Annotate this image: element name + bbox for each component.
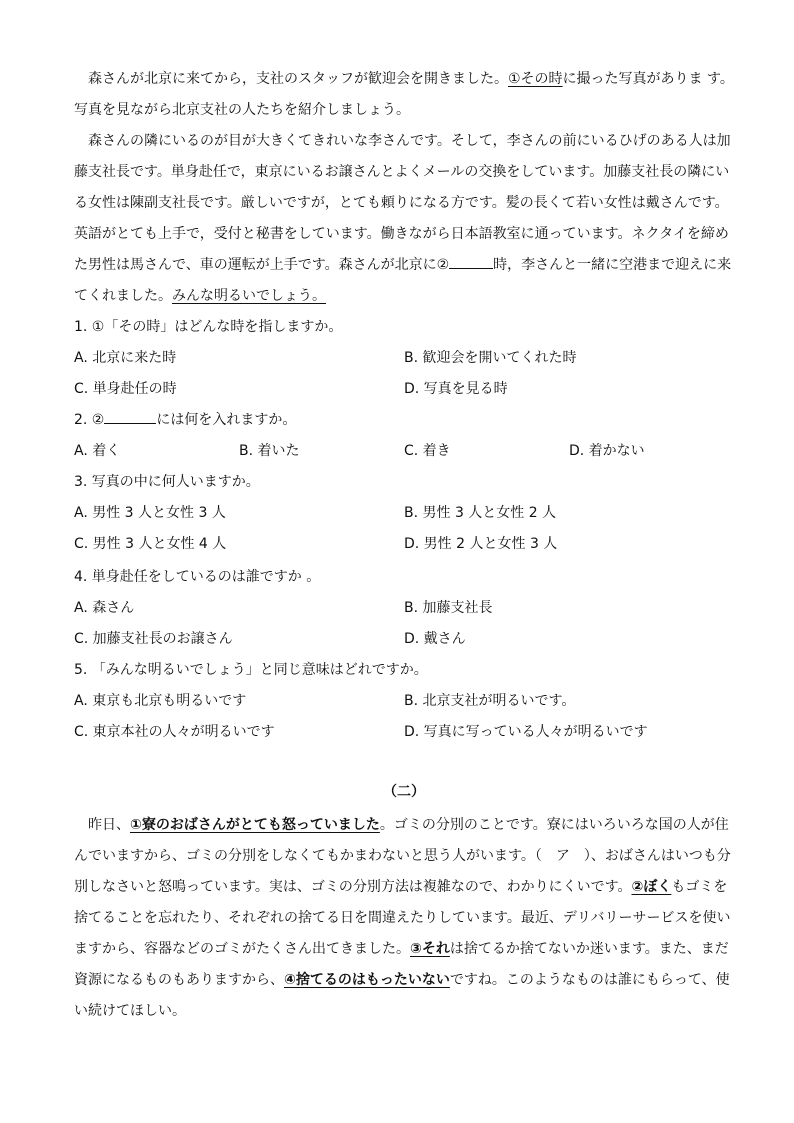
text: は捨てるか捨てないか迷います。また、まだ資源になるものもありますから、 (74, 941, 729, 988)
question-1-options-row-2 (74, 374, 734, 405)
option-c: C. 着き (404, 443, 451, 459)
option-a: A. 着く (74, 443, 121, 459)
text: 2. ② (74, 412, 105, 428)
question-1-options-row-1 (74, 343, 734, 374)
text: 昨日、 (88, 817, 130, 833)
option-c: C. 東京本社の人々が明るいです (74, 724, 275, 740)
document-page (74, 64, 734, 1027)
text: ですね。このようなものは誰にもらって、使い続けてほしい。 (74, 972, 730, 1019)
option-b: B. 北京支社が明るいです。 (404, 693, 576, 709)
option-b: B. 着いた (239, 443, 300, 459)
option-a: A. 北京に来た時 (74, 350, 177, 366)
question-3-options-row-1 (74, 498, 734, 529)
option-a: A. 東京も北京も明るいです (74, 693, 247, 709)
option-c: C. 単身赴任の時 (74, 381, 177, 397)
section-2-title: （二） (383, 784, 425, 800)
option-b: B. 男性 3 人と女性 2 人 (404, 505, 557, 521)
question-5-stem: 5. 「みんな明るいでしょう」と同じ意味はどれですか。 (74, 662, 428, 678)
text: 。ゴミの分別のことです。寮にはいろいろな国の人が住んでいますから、ゴミの分別をしなくてもかまわないと思う人がいます。（ ア ）、おばさんはいつも分別しなさいと怒鳴っています。実は、ゴミの分別方法は複雑なので、わかりにくいです。 (74, 817, 731, 895)
question-2-options-row (74, 436, 734, 467)
question-1-stem: 1. ①「その時」はどんな時を指しますか。 (74, 319, 343, 335)
answer-blank (449, 254, 493, 269)
text: 森さんが北京に来てから，支社のスタッフが歓迎会を開きました。 (88, 71, 508, 87)
question-2-stem (74, 405, 734, 436)
section-2-paragraph (74, 810, 734, 1027)
text: に撮った写真がありま す。写真を見ながら北京支社の人たちを紹介しましょう。 (74, 71, 734, 118)
question-3-options-row-2 (74, 529, 734, 560)
option-b: B. 加藤支社長 (404, 600, 493, 616)
underlined-phrase-4: ④捨てるのはもったいない (284, 972, 450, 988)
option-b: B. 歓迎会を開いてくれた時 (404, 350, 577, 366)
question-5-options-row-1 (74, 686, 734, 717)
underlined-phrase-3: ③それ (410, 941, 450, 957)
option-d: D. 写真を見る時 (404, 381, 508, 397)
text: 森さんの隣にいるのが目が大きくてきれいな李さんです。そして，李さんの前にいるひげのある人は加藤支社長です。単身赴任で，東京にいるお譲さんとよくメールの交換をしています。加藤支社長の隣にいる女性は陳副支社長です。厳しいですが，とても頼りになる方です。髪の長くて若い女性は戴さんです。英語がとても上手で，受付と秘書をしています。働きながら日本語教室に通っています。ネクタイを締めた男性は馬さんで、車の運転が上手です。森さんが北京に② (74, 133, 731, 273)
question-4-stem: 4. 単身赴任をしているのは誰ですか 。 (74, 569, 321, 585)
question-3-stem: 3. 写真の中に何人いますか。 (74, 474, 260, 490)
underlined-phrase-minna-akarui: みんな明るいでしょう。 (172, 288, 326, 304)
question-5-options-row-2 (74, 717, 734, 748)
answer-blank (104, 409, 156, 424)
option-a: A. 男性 3 人と女性 3 人 (74, 505, 226, 521)
option-d: D. 着かない (569, 443, 645, 459)
text: もゴミを捨てることを忘れたり、それぞれの捨てる日を間違えたりしています。最近、デリバリーサービスを使いますから、容器などのゴミがたくさん出てきました。 (74, 879, 731, 957)
question-4-options-row-2 (74, 624, 734, 655)
option-d: D. 写真に写っている人々が明るいです (404, 724, 648, 740)
text: には何を入れますか。 (156, 412, 297, 428)
underlined-phrase-1: ①寮のおばさんがとても怒っていました (130, 817, 380, 833)
text: 時，李さんと一緒に空港まで迎えに来てくれました。 (74, 257, 732, 304)
option-d: D. 男性 2 人と女性 3 人 (404, 536, 558, 552)
passage-paragraph-2 (74, 126, 734, 312)
option-c: C. 加藤支社長のお譲さん (74, 631, 233, 647)
underlined-phrase-2: ②ぼく (631, 879, 672, 895)
option-c: C. 男性 3 人と女性 4 人 (74, 536, 227, 552)
question-4-options-row-1 (74, 593, 734, 624)
option-a: A. 森さん (74, 600, 135, 616)
passage-paragraph-1 (74, 64, 734, 126)
option-d: D. 戴さん (404, 631, 466, 647)
underlined-phrase-sono-toki: ①その時 (508, 71, 563, 87)
